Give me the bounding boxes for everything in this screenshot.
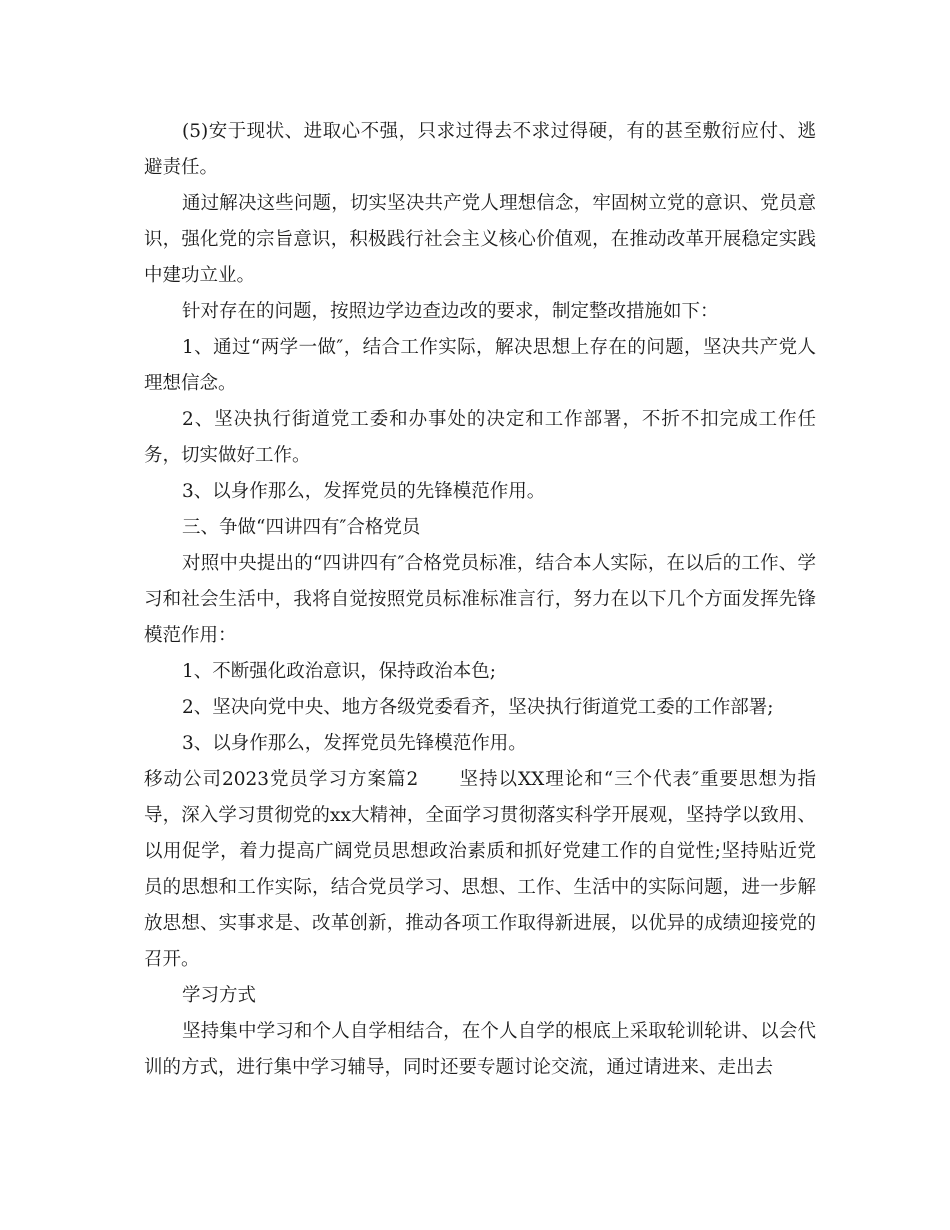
study-method-paragraph: 坚持集中学习和个人自学相结合，在个人自学的根底上采取轮训轮讲、以会代训的方式，进行集中学习辅导，同时还要专题讨论交流，通过请进来、走出去 [144, 1021, 816, 1078]
paragraph-7: 对照中央提出的“四讲四有″合格党员标准，结合本人实际，在以后的工作、学习和社会生活中，我将自觉按照党员标准标准言行，努力在以下几个方面发挥先锋模范作用： [144, 553, 816, 646]
document-page [144, 114, 816, 1086]
paragraph-6: 3、以身作那么，发挥党员的先锋模范作用。 [182, 481, 546, 502]
paragraph-5: 2、坚决执行街道党工委和办事处的决定和工作部署，不折不扣完成工作任务，切实做好工作。 [144, 409, 816, 466]
paragraph-3: 针对存在的问题，按照边学边查边改的要求，制定整改措施如下： [182, 301, 719, 322]
paragraph-9: 2、坚决向党中央、地方各级党委看齐，坚决执行街道党工委的工作部署; [182, 697, 774, 718]
study-method-heading: 学习方式 [182, 985, 257, 1006]
section2-body: 坚持以XX理论和“三个代表″重要思想为指导，深入学习贯彻党的xx大精神，全面学习贯彻落实科学开展观，坚持学以致用、以用促学，着力提高广阔党员思想政治素质和抓好党建工作的自觉性;坚持贴近党员的思想和工作实际，结合党员学习、思想、工作、生活中的实际问题，进一步解放思想、实事求是、改革创新，推动各项工作取得新进展，以优异的成绩迎接党的召开。 [144, 769, 816, 970]
paragraph-8: 1、不断强化政治意识，保持政治本色; [182, 661, 497, 682]
paragraph-2: 通过解决这些问题，切实坚决共产党人理想信念，牢固树立党的意识、党员意识，强化党的宗旨意识，积极践行社会主义核心价值观，在推动改革开展稳定实践中建功立业。 [144, 193, 816, 286]
paragraph-1: (5)安于现状、进取心不强，只求过得去不求过得硬，有的甚至敷衍应付、逃避责任。 [144, 121, 816, 178]
section-heading-3: 三、争做“四讲四有″合格党员 [182, 517, 421, 538]
section2-title: 移动公司2023党员学习方案篇2 [144, 769, 419, 790]
paragraph-4: 1、通过“两学一做″，结合工作实际，解决思想上存在的问题，坚决共产党人理想信念。 [144, 337, 816, 394]
paragraph-10: 3、以身作那么，发挥党员先锋模范作用。 [182, 733, 527, 754]
section2-paragraph [144, 762, 816, 978]
